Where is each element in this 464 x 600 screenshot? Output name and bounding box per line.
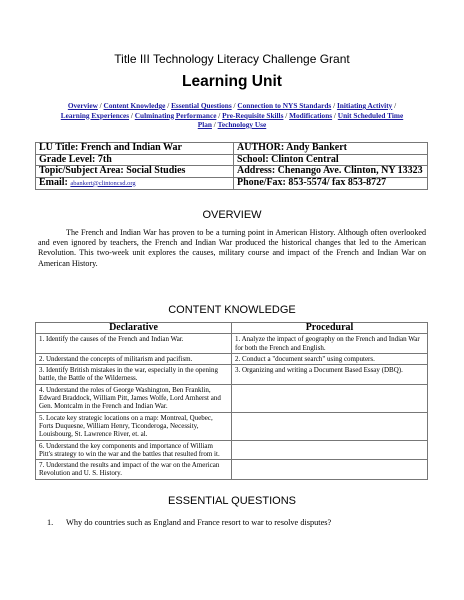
nav-separator: / xyxy=(331,101,337,110)
nav-link-modifications[interactable]: Modifications xyxy=(289,110,333,120)
nav-link-learning-experiences[interactable]: Learning Experiences xyxy=(60,110,130,120)
nav-separator: / xyxy=(211,120,218,129)
overview-heading: OVERVIEW xyxy=(202,209,262,221)
nav-link-initiating-activity[interactable]: Initiating Activity xyxy=(336,101,393,110)
declarative-cell: 5. Locate key strategic locations on a map: Montreal, Quebec, Forts Duquesne, William Henry, Ticonderoga, Necessity, Louisbourg, St. Lawrence River, et. al. xyxy=(36,412,232,440)
nav-separator: / xyxy=(97,101,104,110)
grant-title: Title III Technology Literacy Challenge Grant xyxy=(114,52,350,66)
address: Address: Chenango Ave. Clinton, NY 13323 xyxy=(234,166,428,178)
nav-link-technology-use[interactable]: Technology Use xyxy=(217,120,267,129)
info-row xyxy=(36,154,428,166)
declarative-cell: 4. Understand the roles of George Washington, Ben Franklin, Edward Braddock, William Pitt, James Wolfe, Lord Amherst and Gen. Montcalm in the French and Indian War. xyxy=(36,384,232,412)
phone-fax: Phone/Fax: 853-5574/ fax 853-8727 xyxy=(234,177,428,190)
info-row xyxy=(36,177,428,190)
declarative-cell: 2. Understand the concepts of militarism and pacifism. xyxy=(36,353,232,364)
nav-link-culminating-performance[interactable]: Culminating Performance xyxy=(134,110,217,120)
unit-info-table xyxy=(35,142,428,190)
email-cell xyxy=(36,177,234,190)
declarative-cell: 7. Understand the results and impact of the war on the American Revolution and U. S. History. xyxy=(36,460,232,480)
nav-separator: / xyxy=(231,101,238,110)
email-label: Email: xyxy=(39,176,68,188)
question-text: Why do countries such as England and France resort to war to resolve disputes? xyxy=(66,518,332,527)
nav-link-overview[interactable]: Overview xyxy=(67,101,98,110)
col-procedural: Procedural xyxy=(232,323,428,334)
procedural-cell xyxy=(232,412,428,440)
essential-questions-heading: ESSENTIAL QUESTIONS xyxy=(168,495,296,507)
overview-text: The French and Indian War has proven to be a turning point in American History. Although often overlooked and even ignored by teachers, the French and Indian War produced the historical changes that led to the American Revolution. This two-week unit explores the causes, military course and impact of the French and Indian War on American History. xyxy=(38,228,426,268)
nav-link-essential-questions[interactable]: Essential Questions xyxy=(171,101,232,110)
nav-separator: / xyxy=(332,110,338,120)
table-header-row xyxy=(36,323,428,334)
procedural-cell xyxy=(232,384,428,412)
col-declarative: Declarative xyxy=(36,323,232,334)
nav-separator: / xyxy=(283,110,290,120)
info-row xyxy=(36,166,428,178)
email-link[interactable]: abankert@clintoncsd.org xyxy=(70,179,136,187)
declarative-cell: 3. Identify British mistakes in the war, especially in the opening battle, the Battle of the Wilderness. xyxy=(36,365,232,385)
nav-separator: / xyxy=(216,110,223,120)
table-row xyxy=(36,384,428,412)
declarative-cell: 1. Identify the causes of the French and Indian War. xyxy=(36,334,232,354)
list-item xyxy=(47,518,436,527)
table-row xyxy=(36,412,428,440)
table-row xyxy=(36,334,428,354)
nav-link-time-plan[interactable]: Unit Scheduled Time Plan xyxy=(197,110,404,129)
procedural-cell xyxy=(232,460,428,480)
nav-link-nys-standards[interactable]: Connection to NYS Standards xyxy=(237,101,332,110)
info-row xyxy=(36,143,428,155)
author: AUTHOR: Andy Bankert xyxy=(234,143,428,155)
grade-level: Grade Level: 7th xyxy=(36,154,234,166)
question-number: 1. xyxy=(47,518,54,527)
table-row xyxy=(36,353,428,364)
declarative-cell: 6. Understand the key components and importance of William Pitt's strategy to win the war and the battles that resulted from it. xyxy=(36,440,232,460)
procedural-cell: 1. Analyze the impact of geography on the French and Indian War for both the French and English. xyxy=(232,334,428,354)
essential-questions-list xyxy=(47,518,436,527)
procedural-cell: 2. Conduct a "document search" using computers. xyxy=(232,353,428,364)
nav-link-prerequisite-skills[interactable]: Pre-Requisite Skills xyxy=(222,110,284,120)
nav-link-content-knowledge[interactable]: Content Knowledge xyxy=(103,101,166,110)
content-knowledge-table xyxy=(35,322,428,480)
nav-separator: / xyxy=(129,110,135,120)
page-title: Learning Unit xyxy=(182,73,282,90)
procedural-cell: 3. Organizing and writing a Document Based Essay (DBQ). xyxy=(232,365,428,385)
table-row xyxy=(36,365,428,385)
table-row xyxy=(36,460,428,480)
content-knowledge-heading: CONTENT KNOWLEDGE xyxy=(168,304,296,316)
procedural-cell xyxy=(232,440,428,460)
table-row xyxy=(36,440,428,460)
nav-separator: / xyxy=(392,101,397,110)
school: School: Clinton Central xyxy=(234,154,428,166)
topic-subject: Topic/Subject Area: Social Studies xyxy=(36,166,234,178)
lu-title: LU Title: French and Indian War xyxy=(36,143,234,155)
nav-separator: / xyxy=(165,101,172,110)
section-nav xyxy=(60,101,404,130)
